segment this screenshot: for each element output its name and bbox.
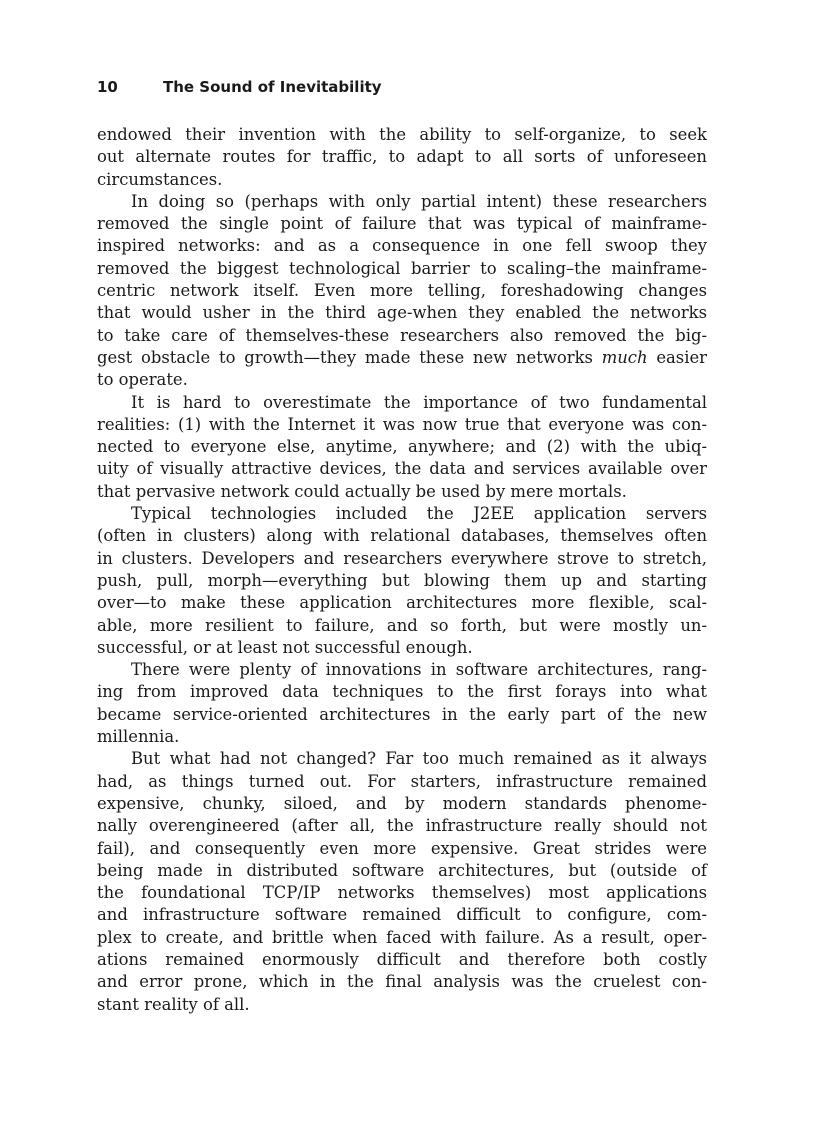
body-text	[97, 124, 707, 1016]
text-line: removed the single point of failure that was typical of mainframe-	[97, 214, 707, 234]
text-line: and infrastructure software remained difficult to configure, com-	[97, 905, 707, 925]
text-line: plex to create, and brittle when faced with failure. As a result, oper-	[97, 927, 707, 947]
text-line: to operate.	[97, 370, 188, 390]
text-line: It is hard to overestimate the importance of two fundamental	[131, 392, 707, 412]
text-run: easier	[647, 347, 707, 367]
text-line: uity of visually attractive devices, the data and services available over	[97, 459, 707, 479]
text-line: nally overengineered (after all, the infrastructure really should not	[97, 816, 707, 836]
text-line: nected to everyone else, anytime, anywhere; and (2) with the ubiq-	[97, 437, 707, 457]
paragraph	[97, 748, 707, 1016]
paragraph	[97, 392, 707, 503]
text-line: being made in distributed software architectures, but (outside of	[97, 860, 707, 880]
text-line: Typical technologies included the J2EE application servers	[131, 504, 707, 524]
running-header	[97, 78, 382, 96]
text-line: In doing so (perhaps with only partial intent) these researchers	[131, 191, 707, 211]
paragraph	[97, 191, 707, 392]
text-line: centric network itself. Even more telling, foreshadowing changes	[97, 281, 707, 301]
text-line: expensive, chunky, siloed, and by modern standards phenome-	[97, 793, 707, 813]
text-line: stant reality of all.	[97, 994, 250, 1014]
text-line: became service-oriented architectures in the early part of the new	[97, 704, 707, 724]
paragraph	[97, 503, 707, 659]
text-line: realities: (1) with the Internet it was now true that everyone was con-	[97, 414, 707, 434]
text-line: But what had not changed? Far too much remained as it always	[131, 749, 707, 769]
text-line: to take care of themselves-these researchers also removed the big-	[97, 325, 707, 345]
page-number: 10	[97, 78, 118, 96]
text-line: endowed their invention with the ability to self-organize, to seek	[97, 125, 707, 144]
text-line: removed the biggest technological barrier to scaling–the mainframe-	[97, 258, 707, 278]
text-run: gest obstacle to growth—they made these new networks	[97, 347, 602, 367]
text-line: push, pull, morph—everything but blowing them up and starting	[97, 570, 707, 590]
running-title: The Sound of Inevitability	[163, 78, 382, 96]
text-line: successful, or at least not successful enough.	[97, 637, 473, 657]
text-line: There were plenty of innovations in software architectures, rang-	[131, 660, 707, 680]
text-line: that would usher in the third age-when they enabled the networks	[97, 303, 707, 323]
text-line: (often in clusters) along with relational databases, themselves often	[97, 526, 707, 546]
text-line: out alternate routes for traffic, to adapt to all sorts of unforeseen	[97, 147, 707, 167]
text-line: fail), and consequently even more expensive. Great strides were	[97, 838, 707, 858]
text-line: ations remained enormously difficult and therefore both costly	[97, 949, 707, 969]
text-line: that pervasive network could actually be used by mere mortals.	[97, 481, 627, 501]
text-line: ing from improved data techniques to the first forays into what	[97, 682, 707, 702]
text-line: in clusters. Developers and researchers everywhere strove to stretch,	[97, 548, 707, 568]
text-line: the foundational TCP/IP networks themselves) most applications	[97, 883, 707, 903]
text-line	[97, 347, 707, 369]
text-line: millennia.	[97, 727, 180, 747]
paragraph	[97, 659, 707, 748]
text-line: able, more resilient to failure, and so forth, but were mostly un-	[97, 615, 707, 635]
emphasis-text: much	[601, 347, 648, 367]
text-line: circumstances.	[97, 169, 223, 189]
paragraph	[97, 124, 707, 191]
text-line: and error prone, which in the final analysis was the cruelest con-	[97, 972, 707, 992]
text-line: inspired networks: and as a consequence in one fell swoop they	[97, 236, 707, 256]
text-line: had, as things turned out. For starters, infrastructure remained	[97, 771, 707, 791]
text-line: over—to make these application architectures more flexible, scal-	[97, 593, 707, 613]
